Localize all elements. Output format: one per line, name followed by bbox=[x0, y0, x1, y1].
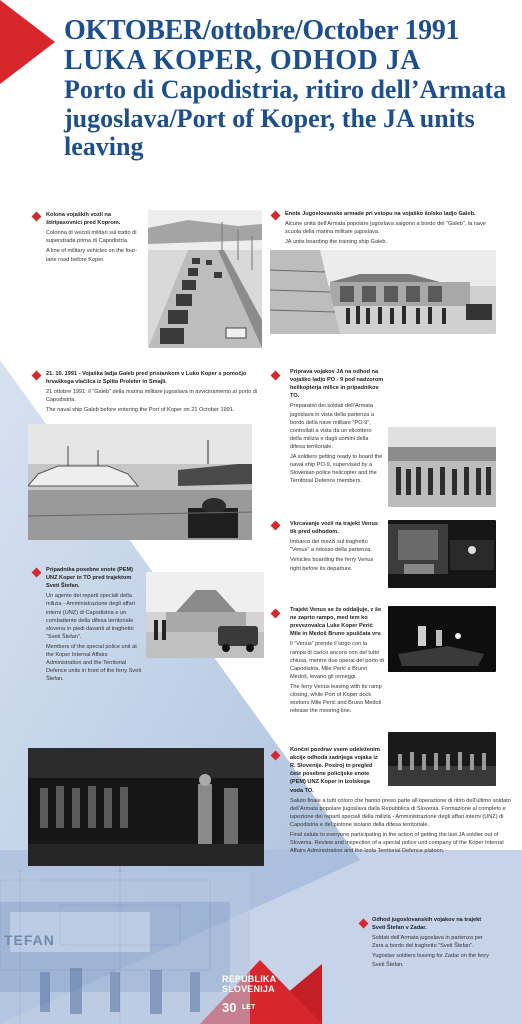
photo-ferry-venus-leaving bbox=[388, 606, 496, 672]
caption-ferry-venus-loading bbox=[290, 520, 384, 573]
caption-heading: Enote Jugoslovanske armade pri vstopu na vojaško šolsko ladjo Galeb. bbox=[285, 211, 476, 217]
photo-convoy bbox=[148, 210, 262, 348]
caption-heading: Odhod jugoslovanskih vojakov na trajekt Sveti Štefan v Zadar. bbox=[372, 917, 482, 932]
caption-heading: Priprava vojakov JA na odhod na vojaško ladjo PO - 9 pod nadzorom helikopterja milice in pripadnikov TO. bbox=[290, 369, 384, 400]
caption-heading: 21. 10. 1991 - Vojaška ladja Galeb pred pristankom v Luko Koper s pomočjo hrvaškega vlačilca iz Splita Proleter in Smajli. bbox=[46, 371, 247, 386]
caption-text-it: Colonna di veicoli militari sul tratto di superstrada prima di Capodistria. bbox=[46, 230, 137, 245]
caption-text-it: Imbarco dei mezzi sul traghetto “Venus” a ridosso della partenza. bbox=[290, 539, 372, 554]
title-line-subtitle: Porto di Capodistria, ritiro dell’Armata jugoslava/Port of Koper, the JA units leaving bbox=[64, 75, 507, 161]
caption-heading: Končni pozdrav vsem udeleženim akcije odhoda zadnjega vojaka iz R. Slovenije. Postroj in pregled čete posebne policijske enote (PEM) UNZ Koper in Izolskega voda TO. bbox=[290, 747, 380, 794]
caption-text-en: Yugoslav soldiers leaving for Zadar on the ferry Sveti Štefan. bbox=[372, 953, 489, 968]
caption-text-en: Vehicles boarding the ferry Venus right before its departure. bbox=[290, 557, 374, 572]
caption-final-salute bbox=[290, 746, 516, 855]
caption-text-en: JA soldiers getting ready to board the naval ship PO-9, supervised by a Slovenian police helicopter and the Territorial Defence members. bbox=[290, 454, 383, 485]
photo-final-salute bbox=[28, 748, 264, 866]
caption-heading: Kolona vojaških vozil na štiripasovnici pred Koprom. bbox=[46, 212, 121, 227]
caption-soldiers-ready bbox=[290, 368, 384, 486]
caption-convoy bbox=[46, 211, 144, 264]
photo-sveti-stefan-guards bbox=[146, 572, 264, 658]
caption-text-it: 21 ottobre 1991: il “Galeb” della marina militare jugoslava in avvicinamento al porto di Capodistria. bbox=[46, 389, 258, 404]
caption-text-en: The ferry Venus leaving with its ramp closing, while Port of Koper dock workers Mile Perić and Bruno Medoš release the mooring line. bbox=[290, 683, 382, 715]
caption-heading: Pripadnika posebne enote (PEM) UNZ Koper in TO pred trajektom Sveti Štefan. bbox=[46, 567, 134, 590]
caption-text-it: Saluto finale a tutti coloro che hanno preso parte all’operazione di ritiro dell’ultimo soldato dell’Armata popolare jugoslava dalla Repubblica di Slovenia. Formazione al completo e ispezione dei reparti speciali della milizia - Amministrazione degli affari interni (UNZ) di Capodistria e del plotone isolano della difesa territoriale. bbox=[290, 797, 511, 828]
caption-text-it: Soldati dell’Armata jugoslava in partenza per Zara a bordo del traghetto “Sveti Štefan”. bbox=[372, 935, 483, 950]
title-line-date: OKTOBER/ottobre/October 1991 bbox=[64, 15, 460, 46]
caption-heading: Trajekt Venus se že oddaljuje, z še ne zaprto rampo, med tem ko prevezovalca Luke Koper Perić Mile in Medoš Bruno spuščata vrv. bbox=[290, 607, 382, 638]
title-line-main: LUKA KOPER, ODHOD JA bbox=[64, 45, 421, 77]
caption-text-it: Il “Venus” prende il largo con la rampa di carico ancora non del tutto chiusa, mentre due operai del porto di Capodistria, Mile Perić e Bruno Medoš, levano gli ormeggi. bbox=[290, 641, 384, 680]
caption-ferry-venus-leaving bbox=[290, 606, 384, 715]
page-title bbox=[64, 16, 514, 161]
caption-text-en: A line of military vehicles on the four-lane road before Koper. bbox=[46, 248, 138, 263]
logo-text bbox=[222, 974, 276, 995]
caption-special-unit bbox=[46, 566, 144, 684]
caption-text-en: Final salute to everyone participating in the action of getting the last JA soldier out of Slovenia. Review and inspection of a special police unit company of the Koper Internal Affairs Administration and the Izola Territorial Defence platoon. bbox=[290, 832, 504, 855]
logo-word: LET bbox=[242, 1004, 256, 1011]
republika-slovenija-30-let-logo bbox=[200, 960, 320, 1024]
caption-boarding-galeb bbox=[285, 210, 495, 246]
photo-naval-ship bbox=[28, 424, 252, 540]
caption-text-it: Preparativi dei soldati dell’Armata jugoslava in vista della partenza a bordo della nave militare “PO-9”, controllati a vista da un elicottero della milizia e dagli uomini della difesa territoriale. bbox=[290, 403, 374, 450]
caption-text-en: The naval ship Galeb before entering the Port of Koper on 21 October 1991. bbox=[46, 407, 235, 414]
caption-text-it: Alcune unità dell’Armata popolare jugoslava salgono a bordo del “Galeb”, la nave scuola della marina militare jugoslava. bbox=[285, 221, 486, 236]
caption-text-en: JA units boarding the training ship Galeb. bbox=[285, 239, 387, 246]
logo-line2: SLOVENIJA bbox=[222, 984, 275, 995]
ship-name-text: TEFAN bbox=[4, 932, 55, 948]
caption-naval-ship bbox=[46, 370, 266, 415]
logo-line1: REPUBLIKA bbox=[222, 974, 277, 984]
logo-number: 30 bbox=[222, 1000, 237, 1015]
caption-heading: Vkrcavanje vozil na trajekt Venus tik pred odhodom. bbox=[290, 521, 378, 536]
caption-text-en: Members of the special police unit at the Koper Internal Affairs Administration and the Territorial Defence units in front of the ferry Sveti Štefan. bbox=[46, 643, 142, 683]
photo-boarding-galeb bbox=[270, 250, 496, 334]
photo-ferry-venus-loading bbox=[388, 520, 496, 588]
caption-departure-zadar bbox=[372, 916, 492, 969]
photo-soldiers-ready bbox=[388, 427, 496, 507]
caption-text-it: Un agente dei reparti speciali della milizia - Amministrazione degli affari interni (UNZ) di Capodistria e un combattente della difesa territoriale slovena in piedi davanti al traghetto “Sveti Štefan”. bbox=[46, 593, 135, 640]
